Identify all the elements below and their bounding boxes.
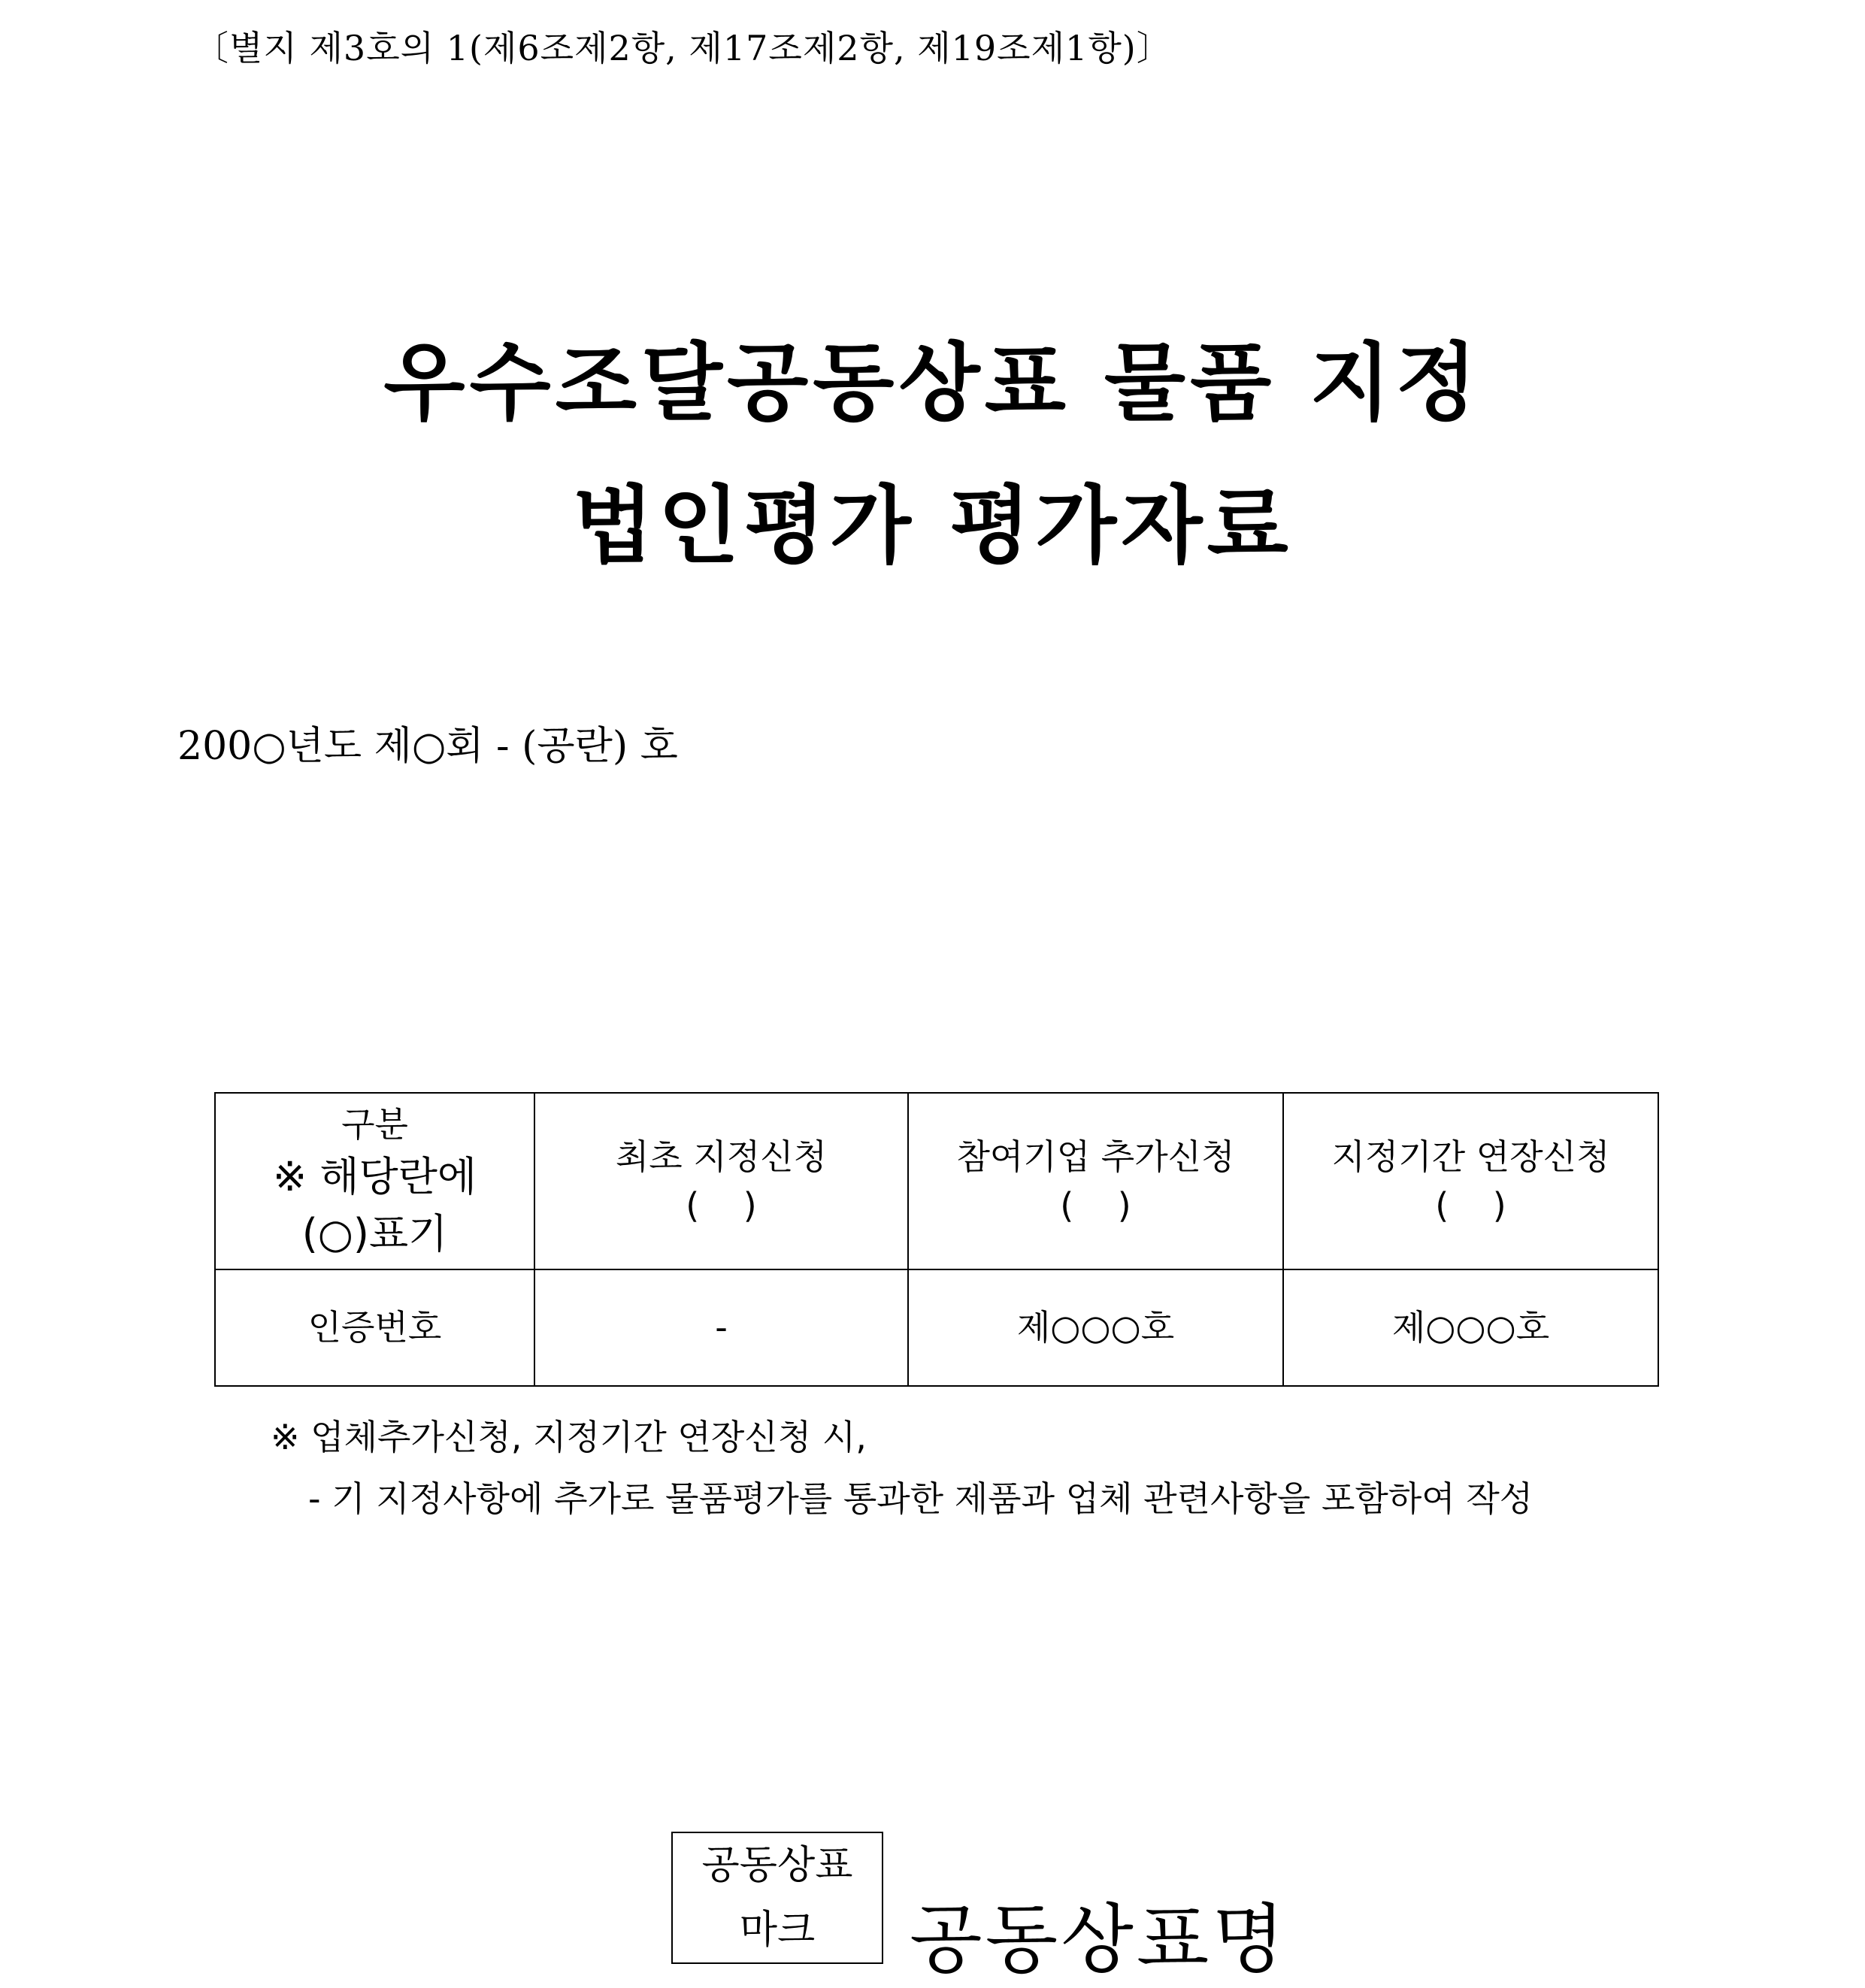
period-extension-label: 지정기간 연장신청: [1331, 1136, 1610, 1178]
category-label: 구분: [341, 1103, 408, 1145]
trademark-mark-label-1: 공동상표: [701, 1843, 853, 1888]
form-reference: 〔별지 제3호의 1(제6조제2항, 제17조제2항, 제19조제1항)〕: [194, 28, 1172, 68]
additional-company-label: 참여기업 추가신청: [956, 1136, 1235, 1178]
category-header-cell: [215, 1093, 534, 1269]
table-row: [215, 1269, 1658, 1386]
table-header-row: [215, 1093, 1658, 1269]
trademark-mark-label-2: 마크: [739, 1908, 816, 1953]
category-instruction: ※ 해당란에: [272, 1153, 477, 1201]
initial-application-cell[interactable]: [534, 1093, 908, 1269]
application-type-table: [214, 1092, 1659, 1387]
initial-application-label: 최초 지정신청: [615, 1136, 828, 1178]
category-instruction-mark: (○)표기: [301, 1209, 448, 1257]
trademark-mark-box: [671, 1832, 883, 1964]
additional-company-cell[interactable]: [908, 1093, 1283, 1269]
initial-application-checkbox[interactable]: ( ): [686, 1185, 757, 1226]
document-title-line2: 법인평가 평가자료: [572, 477, 1293, 575]
period-extension-checkbox[interactable]: ( ): [1435, 1185, 1506, 1226]
additional-certification-number: 제○○○호: [908, 1269, 1283, 1386]
document-number: 200○년도 제○회 - (공란) 호: [177, 724, 678, 769]
period-extension-cell[interactable]: [1283, 1093, 1658, 1269]
document-title-line1: 우수조달공동상표 물품 지정: [383, 334, 1482, 432]
note-line-2: - 기 지정사항에 추가로 물품평가를 통과한 제품과 업체 관련사항을 포함하여 작성: [308, 1478, 1533, 1519]
extension-certification-number: 제○○○호: [1283, 1269, 1658, 1386]
additional-company-checkbox[interactable]: ( ): [1060, 1185, 1131, 1226]
initial-certification-number: -: [534, 1269, 908, 1386]
note-line-1: ※ 업체추가신청, 지정기간 연장신청 시,: [271, 1417, 867, 1457]
certification-number-label: 인증번호: [215, 1269, 534, 1386]
trademark-name: 공동상표명: [910, 1896, 1288, 1983]
